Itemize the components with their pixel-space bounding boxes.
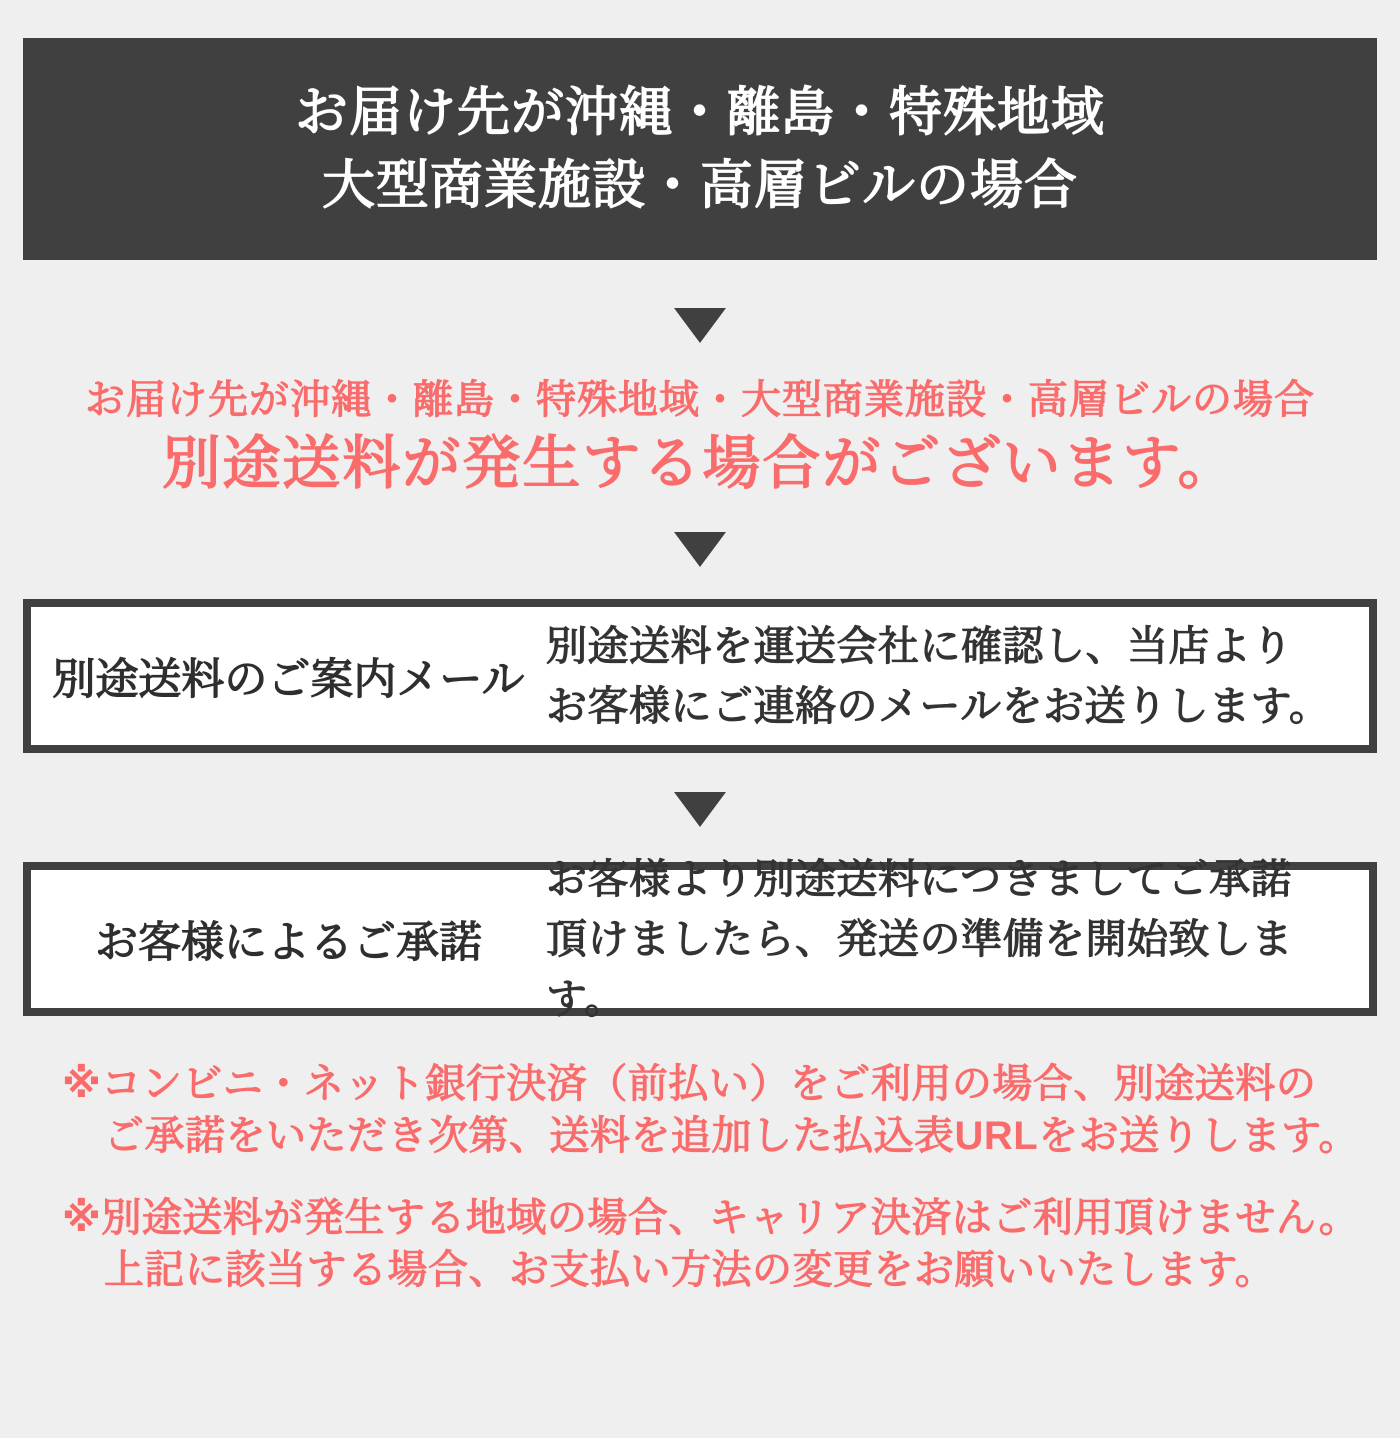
down-arrow-icon: [674, 792, 726, 827]
down-arrow-icon: [674, 532, 726, 567]
footnote-carrier-payment: [0, 1192, 1400, 1296]
alert-line2: 別途送料が発生する場合がございます。: [162, 431, 1238, 496]
down-arrow-icon: [674, 308, 726, 343]
footnotes: [0, 1058, 1400, 1296]
header-line1: お届け先が沖縄・離島・特殊地域: [295, 83, 1105, 142]
step-description-line2: お客様にご連絡のメールをお送りします。: [546, 683, 1331, 729]
footnote-line1: ※別途送料が発生する地域の場合、キャリア決済はご利用頂けません。: [62, 1196, 1360, 1240]
shipping-notice-page: [0, 38, 1400, 1438]
step-box-notice-mail: [23, 599, 1377, 753]
header-banner: [23, 38, 1377, 260]
step-label: お客様によるご承諾: [95, 918, 482, 967]
header-line2: 大型商業施設・高層ビルの場合: [322, 156, 1078, 215]
step-description-line2: 頂けましたら、発送の準備を開始致します。: [546, 916, 1293, 1022]
step-description-line1: 別途送料を運送会社に確認し、当店より: [546, 623, 1293, 669]
step-box-customer-approval: [23, 856, 1377, 1022]
footnote-line1: ※コンビニ・ネット銀行決済（前払い）をご利用の場合、別途送料の: [62, 1062, 1317, 1106]
footnote-prepayment: [0, 1058, 1400, 1162]
alert-message: [0, 373, 1400, 500]
step-description-line1: お客様より別途送料につきましてご承諾: [546, 856, 1293, 902]
footnote-line2: 上記に該当する場合、お支払い方法の変更をお願いいたします。: [104, 1248, 1276, 1292]
step-description: [546, 849, 1369, 1029]
step-label: 別途送料のご案内メール: [52, 655, 525, 704]
footnote-line2: ご承諾をいただき次第、送料を追加した払込表URLをお送りします。: [104, 1114, 1360, 1158]
alert-line1: お届け先が沖縄・離島・特殊地域・大型商業施設・高層ビルの場合: [85, 378, 1315, 422]
step-description: [546, 616, 1369, 736]
